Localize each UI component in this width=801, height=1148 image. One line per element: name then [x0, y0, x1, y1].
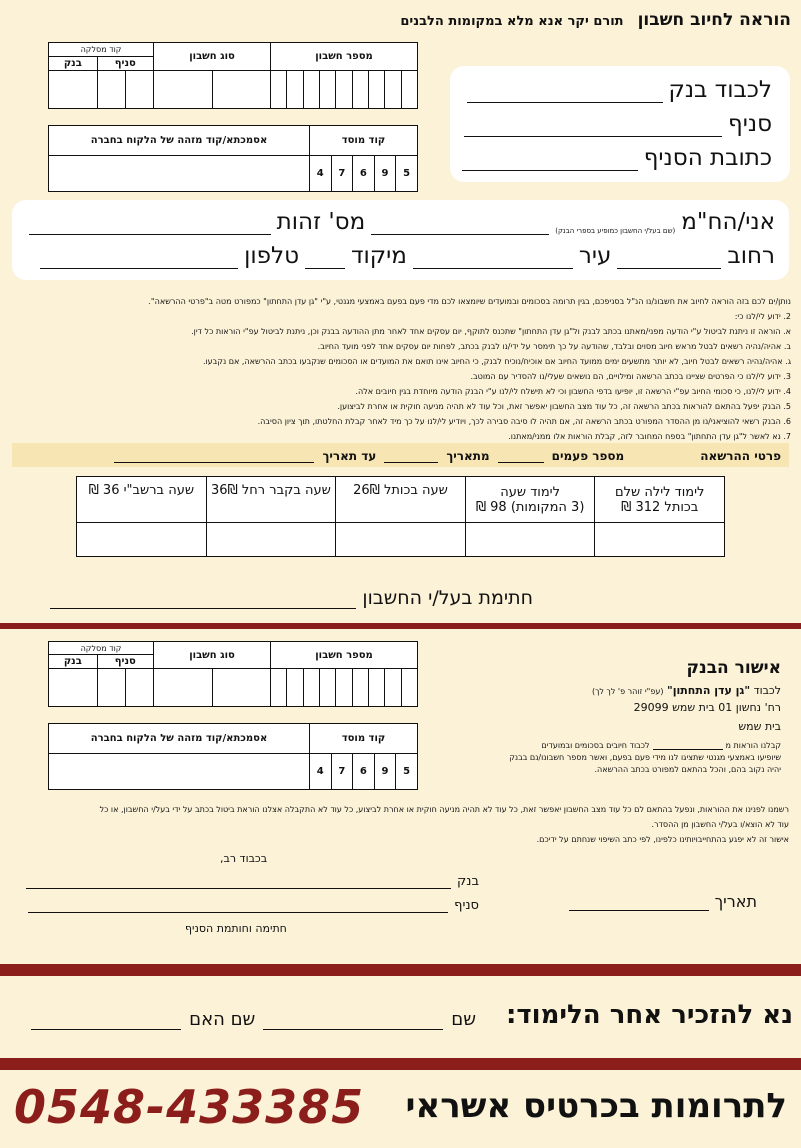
bank-address-box [450, 66, 790, 182]
org-note: (עפ"י זוהר פ' לך לך) [592, 687, 664, 696]
org-name: "גן עדן התחתון" [666, 684, 751, 697]
bank-approval-terms [9, 802, 789, 847]
clearing-code-header: קוד מסלקה [49, 43, 154, 57]
signature-field[interactable] [50, 584, 356, 609]
bank-sign-field[interactable] [26, 872, 451, 889]
section-divider [0, 623, 801, 629]
id-field[interactable] [29, 208, 271, 235]
institution-digit: 4 [310, 156, 332, 192]
terms-line: נותן/ים לכם בזה הוראה לחיוב את חשבונ/נו הנ"ל בסניפכם, בגין תרומה בסכומים ובמועדים שיומצאו לכם מדי פעם בפעם באמצעי מגנטי, ע"י "גן עדן התחתון" כמפורט מטה ב"פרטי ההרשאה". [148, 297, 791, 306]
account-type-cell[interactable] [212, 669, 271, 707]
account-number-cell[interactable] [385, 71, 401, 109]
bank-cell[interactable] [49, 71, 98, 109]
account-number-cell[interactable] [352, 669, 368, 707]
bank-header: בנק [49, 57, 98, 71]
permission-strip [12, 443, 789, 467]
bank-signature-row [26, 872, 479, 889]
bank-institution-table [48, 723, 418, 790]
form-subtitle: תורם יקר אנא מלא במקומות הלבנים [400, 14, 624, 29]
branch-cell[interactable] [125, 71, 153, 109]
bank-cell[interactable] [49, 669, 98, 707]
institution-digit: 9 [374, 754, 396, 790]
option-hour-study[interactable]: לימוד שעה (3 המקומות) 98 ₪ [465, 477, 595, 523]
reminder-name-field[interactable] [263, 1005, 443, 1030]
reminder-row [31, 1000, 793, 1030]
approval-para: רשמנו לפנינו את ההוראות, ונפעל בהתאם לם כל עוד מצב החשבון יאפשר זאת, כל עוד לא תהיה מניעה חוקית או אחרת לביצוע, כל עוד לא התקבלה אצלנו הוראת ביטול בכתב על ידי בעל/י החשבון, או כל [99, 805, 789, 814]
org-city: בית שמש [738, 720, 781, 733]
institution-digit: 6 [353, 754, 375, 790]
street-field[interactable] [617, 242, 721, 269]
reference-header: אסמכתא/קוד מזהה של הלקוח בחברה [49, 126, 310, 156]
approval-para: אישור זה לא יפגע בהתחייבויותינו כלפינו, לפי כתב השיפוי שנחתם על ידיכם. [536, 835, 789, 844]
from-date-field[interactable] [384, 446, 438, 463]
institution-digit: 7 [331, 754, 353, 790]
institution-digit: 6 [353, 156, 375, 192]
terms-line: ב. אהיה/נהיה רשאים לבטל מראש חיוב מסוים ובלבד, שהודעה על כך תימסר על ידי/נו לבנק בכתב, לפחות יום עסקים אחד לפני מועד החיוב. [317, 342, 791, 351]
name-field[interactable] [371, 208, 549, 235]
branch-cell[interactable] [97, 71, 125, 109]
account-number-cell[interactable] [336, 71, 352, 109]
option-kotel[interactable]: שעה בכותל 26₪ [336, 477, 466, 523]
institution-digit: 5 [396, 156, 418, 192]
option-rachel[interactable]: שעה בקבר רחל 36₪ [206, 477, 336, 523]
header [400, 10, 791, 30]
branch-sign-label: סניף [454, 898, 479, 913]
account-table [48, 42, 418, 109]
stamp-label: חתימה וחותמת הסניף [185, 922, 287, 935]
signature-label: חתימת בעל/י החשבון [362, 587, 533, 609]
times-field[interactable] [498, 446, 544, 463]
account-number-cell[interactable] [368, 71, 384, 109]
account-number-cell[interactable] [303, 71, 319, 109]
branch-header: סניף [97, 57, 153, 71]
option-amount-cell[interactable] [595, 523, 725, 557]
institution-digit: 9 [374, 156, 396, 192]
received-text: שיופיעו באמצעי מגנטי שתציגו לנו מידי פעם בפעם, ואשר מספר חשבונו/נם בבנק [509, 753, 781, 762]
account-type-cell[interactable] [212, 71, 271, 109]
bank-sign-label: בנק [457, 874, 479, 889]
reminder-mother-field[interactable] [31, 1005, 181, 1030]
approval-date-label: תאריך [714, 892, 757, 911]
account-number-cell[interactable] [271, 71, 287, 109]
received-label: קבלנו הוראות מ [725, 741, 781, 750]
name-label: אני/הח"מ [681, 209, 775, 235]
reminder-mother-label: שם האם [189, 1009, 256, 1030]
option-full-night[interactable]: לימוד לילה שלם בכותל 312 ₪ [595, 477, 725, 523]
account-number-cell[interactable] [401, 669, 417, 707]
institution-digit: 4 [310, 754, 332, 790]
terms-line: 3. ידוע לי/לנו כי הפרטים שציינו בכתב הרשאה ומילויים, הם נושאים שעלי/נו להסדיר עם המוטב. [470, 372, 791, 381]
bank-approval [441, 658, 781, 774]
branch-signature-row [28, 896, 479, 913]
to-bank-label: לכבוד בנק [668, 77, 772, 103]
bank-approval-title: אישור הבנק [686, 658, 781, 678]
branch-cell[interactable] [125, 669, 153, 707]
to-date-field[interactable] [114, 446, 314, 463]
signature-row [50, 584, 533, 609]
terms-line: 2. ידוע לי/לנו כי: [734, 312, 791, 321]
terms-line: ג. אהיה/נהיה רשאים לבטל חיוב, לא יותר מתשעים ימים ממועד החיוב אם אוכיח/נוכיח לבנק, כי החיוב אינו תואם את המועדים או הסכומים שנקבעו בכתב ההרשאה, אם נקבעו. [202, 357, 791, 366]
received-text-2: יהיה נקוב בהם, והכל בהתאם למפורט בכתב ההרשאה. [594, 765, 781, 774]
reminder-label: נא להזכיר אחר הלימוד: [505, 1000, 793, 1030]
branch-label: סניף [728, 111, 772, 137]
reference-cell[interactable] [49, 754, 310, 790]
phone-label: טלפון [244, 243, 299, 269]
credit-card-cta: לתרומות בכרטיס אשראי [405, 1086, 787, 1126]
to-date-label: עד תאריך [322, 449, 377, 463]
street-label: רחוב [727, 243, 775, 269]
phone-field[interactable] [40, 242, 238, 269]
account-number-cell[interactable] [319, 71, 335, 109]
account-number-cell[interactable] [319, 669, 335, 707]
branch-address-label: כתובת הסניף [643, 145, 772, 171]
account-number-cell[interactable] [287, 71, 303, 109]
bank-name-field[interactable] [467, 74, 663, 103]
account-type-header: סוג חשבון [154, 43, 271, 71]
option-amount-cell[interactable] [336, 523, 466, 557]
account-type-cell[interactable] [154, 71, 212, 109]
id-label: מס' זהות [276, 209, 366, 235]
option-rashbi[interactable]: שעה ברשב"י 36 ₪ [77, 477, 207, 523]
account-number-header: מספר חשבון [271, 43, 418, 71]
institution-digit: 5 [396, 754, 418, 790]
donation-phone[interactable]: 0548-433385 [14, 1080, 365, 1134]
approval-para: עוד לא הוצא/ו בעל/י החשבון מן ההסדר. [651, 820, 789, 829]
to-label: לכבוד [753, 684, 781, 697]
terms-line: 4. ידוע לי/לנו, כי סכומי החיוב עפ"י הרשאה זו, יופיעו בדפי החשבון וכי לא תישלח לי/לנו ע"י הבנק הודעה מיוחדת בגין חיובים אלה. [355, 387, 791, 396]
account-number-cell[interactable] [336, 669, 352, 707]
branch-field[interactable] [464, 108, 722, 137]
org-address: רח' נחשון 01 בית שמש 29099 [633, 701, 781, 714]
branch-header: סניף [97, 655, 153, 669]
account-number-cell[interactable] [287, 669, 303, 707]
city-field[interactable] [413, 242, 573, 269]
account-type-cell[interactable] [154, 669, 212, 707]
form-title: הוראה לחיוב חשבון [637, 10, 791, 30]
received-from-field[interactable] [653, 739, 723, 750]
received-label-b: לכבוד חיובים בסכומים ובמועדים [541, 741, 650, 750]
zip-label: מיקוד [350, 243, 407, 269]
name-note: (שם בעל/י החשבון כמופיע בספרי הבנק) [555, 227, 676, 235]
account-number-cell[interactable] [401, 71, 417, 109]
institution-code-header: קוד מוסד [310, 126, 418, 156]
option-amount-cell[interactable] [206, 523, 336, 557]
city-label: עיר [578, 243, 612, 269]
branch-cell[interactable] [97, 669, 125, 707]
account-number-cell[interactable] [303, 669, 319, 707]
option-amount-cell[interactable] [465, 523, 595, 557]
bank-header: בנק [49, 655, 98, 669]
account-number-cell[interactable] [352, 71, 368, 109]
institution-table [48, 125, 418, 192]
section-divider [0, 964, 801, 976]
reference-header: אסמכתא/קוד מזהה של הלקוח בחברה [49, 724, 310, 754]
option-amount-cell[interactable] [77, 523, 207, 557]
account-number-cell[interactable] [271, 669, 287, 707]
account-number-cell[interactable] [368, 669, 384, 707]
institution-digit: 7 [331, 156, 353, 192]
reference-cell[interactable] [49, 156, 310, 192]
account-type-header: סוג חשבון [154, 642, 271, 669]
terms-text [16, 294, 791, 444]
approval-date-row [569, 890, 757, 911]
account-number-cell[interactable] [385, 669, 401, 707]
permission-details-label: פרטי ההרשאה [700, 449, 781, 463]
terms-line: 6. הבנק רשאי להוציאני/נו מן ההסדר המפורט בכתב הרשאה זה, אם תהיה לו סיבה סבירה לכך, ויודיע לי/לנו על כך מיד לאחר קבלת החלטתו, תוך ציון הסיבה. [257, 417, 791, 426]
times-label: מספר פעמים [551, 449, 625, 463]
branch-sign-field[interactable] [28, 896, 448, 913]
institution-code-header: קוד מוסד [310, 724, 418, 754]
bank-account-table [48, 641, 418, 707]
terms-line: 5. הבנק יפעל בהתאם להוראות בכתב הרשאה זה, כל עוד מצב החשבון יאפשר זאת, וכל עוד לא תהיה מניעה חוקית או אחרת לביצוען. [337, 402, 791, 411]
section-divider [0, 1058, 801, 1070]
options-table [76, 476, 725, 557]
account-number-header: מספר חשבון [271, 642, 418, 669]
from-date-label: מתאריך [446, 449, 490, 463]
personal-details-box [12, 200, 789, 280]
terms-line: א. הוראה זו ניתנת לביטול ע"י הודעה מפני/מאתנו בכתב לבנק ול"גן עדן התחתון" שתכנס לתוקף, יום עסקים אחד לאחר מתן ההודעה בבנק וכן, ניתנת לביטול עפ"י הוראות כל דין. [191, 327, 791, 336]
zip-field[interactable] [305, 242, 345, 269]
approval-date-field[interactable] [569, 890, 709, 911]
terms-line: 7. נא לאשר ל"גן עדן התחתון" בספח המחובר לזה, קבלת הוראות אלו ממני/מאתנו. [508, 432, 791, 441]
branch-address-field[interactable] [462, 142, 638, 171]
reminder-name-label: שם [451, 1009, 476, 1030]
regards-text: בכבוד רב, [220, 852, 268, 865]
clearing-code-header: קוד מסלקה [49, 642, 154, 655]
